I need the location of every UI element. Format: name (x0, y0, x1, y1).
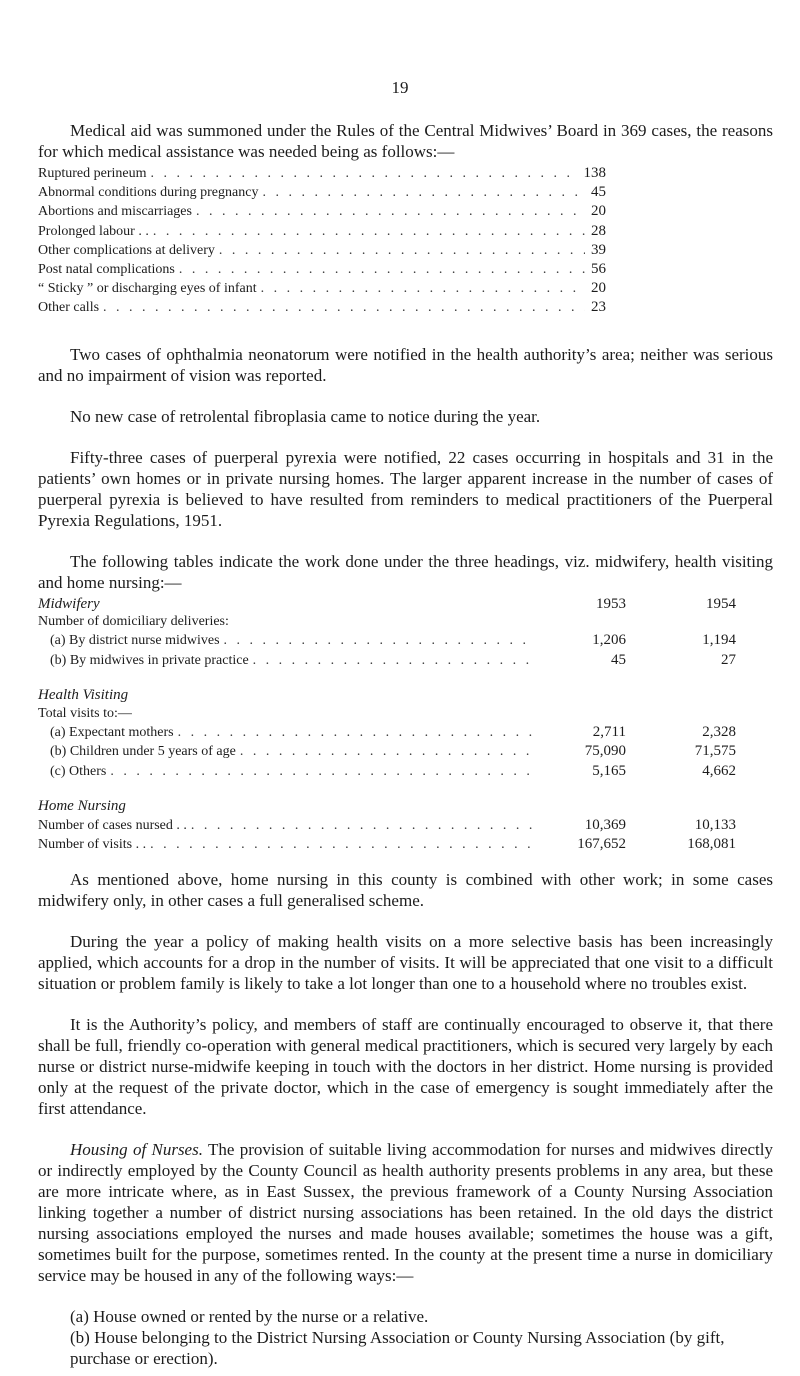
reason-value: 23 (591, 299, 606, 316)
value-1953: 5,165 (592, 762, 626, 779)
combined-text: As mentioned above, home nursing in this county is combined with other work; in some cases midwifery only, in other cases a full generalised scheme. (38, 869, 773, 910)
midwifery-title: Midwifery (38, 595, 100, 612)
home-nursing-title: Home Nursing (38, 798, 126, 815)
leader-dots (103, 299, 585, 317)
leader-dots (153, 223, 585, 241)
value-1954: 2,328 (702, 724, 736, 741)
midwifery-header-row (38, 595, 736, 613)
leader-dots (262, 184, 585, 202)
value-1954: 1,194 (702, 632, 736, 649)
value-1953: 75,090 (584, 743, 626, 760)
value-1953: 167,652 (577, 836, 626, 853)
health-visiting-title: Health Visiting (38, 687, 129, 704)
housing-text: The provision of suitable living accommodation for nurses and midwives directly or indirectly employed by the County Council as health authority presents problems in any area, but these are more intricate where, as in East Sussex, the previous framework of a County Nursing Association linking together a number of district nursing associations has been retained. In the old days the district nursing associations employed the nurses and made houses available; sometimes the house was a gift, sometimes built for the purpose, sometimes rented. In the county at the present time a nurse in domiciliary service may be housed in any of the following ways:— (38, 1139, 773, 1285)
housing-option-b (38, 1327, 773, 1369)
reason-label: “ Sticky ” or discharging eyes of infant (38, 281, 257, 297)
leader-dots (261, 280, 585, 298)
combined-paragraph (38, 869, 773, 911)
row-label: (c) Others (50, 763, 107, 779)
intro-text: Medical aid was summoned under the Rules of the Central Midwives’ Board in 369 cases, the reasons for which medical assistance was needed being as follows:— (38, 121, 773, 161)
intro-paragraph (38, 120, 773, 162)
option-marker: (a) (70, 1306, 89, 1326)
reason-row (38, 183, 606, 202)
pyrexia-text: Fifty-three cases of puerperal pyrexia were notified, 22 cases occurring in hospitals and 31 in the patients’ own homes or in private nursing homes. The larger apparent increase in the number of cases of puerperal pyrexia is believed to have resulted from reminders to medical practitioners of the Puerperal Pyrexia Regulations, 1951. (38, 447, 773, 530)
table-row (38, 631, 736, 650)
option-text: House owned or rented by the nurse or a relative. (93, 1306, 429, 1326)
table-row (38, 723, 736, 742)
reason-label: Prolonged labour . . (38, 223, 149, 239)
policy-paragraph (38, 931, 773, 994)
value-1954: 71,575 (694, 743, 736, 760)
row-label: (b) By midwives in private practice (50, 652, 249, 668)
midwifery-subtitle: Number of domiciliary deliveries: (38, 614, 229, 630)
reason-value: 20 (591, 203, 606, 220)
tables-intro-text: The following tables indicate the work done under the three headings, viz. midwifery, health visiting and home nursing:— (38, 551, 773, 592)
reason-value: 45 (591, 184, 606, 201)
reason-row (38, 260, 606, 279)
value-1954: 10,133 (694, 816, 736, 833)
retrolental-text: No new case of retrolental fibroplasia came to notice during the year. (70, 406, 541, 426)
leader-dots (253, 652, 534, 670)
reason-label: Other calls (38, 300, 100, 316)
year-1953-header: 1953 (596, 595, 626, 612)
tables-intro-paragraph (38, 551, 773, 593)
leader-dots (224, 632, 534, 650)
housing-heading: Housing of Nurses. (70, 1139, 203, 1159)
table-row (38, 835, 736, 854)
reason-row (38, 222, 606, 241)
value-1954: 168,081 (687, 836, 736, 853)
authority-paragraph (38, 1014, 773, 1119)
row-label: (a) By district nurse midwives (50, 633, 220, 649)
pyrexia-paragraph (38, 447, 773, 531)
reason-row (38, 279, 606, 298)
option-marker: (b) (70, 1327, 90, 1347)
leader-dots (179, 261, 585, 279)
page-content (38, 120, 773, 1369)
leader-dots (150, 836, 534, 854)
reason-label: Abortions and miscarriages (38, 204, 192, 220)
reason-row (38, 241, 606, 260)
reason-row (38, 202, 606, 221)
reason-label: Post natal complications (38, 262, 175, 278)
value-1953: 1,206 (592, 632, 626, 649)
reason-label: Other complications at delivery (38, 242, 215, 258)
row-label: Number of cases nursed . . (38, 817, 187, 833)
reason-value: 20 (591, 280, 606, 297)
retrolental-paragraph (38, 406, 773, 427)
table-row (38, 816, 736, 835)
page-number: 19 (391, 78, 409, 97)
ophthalmia-paragraph (38, 344, 773, 386)
reason-row (38, 164, 606, 183)
leader-dots (240, 743, 534, 761)
housing-option-a (38, 1306, 773, 1327)
value-1954: 4,662 (702, 762, 736, 779)
reason-value: 138 (583, 165, 606, 181)
housing-paragraph (38, 1139, 773, 1286)
value-1954: 27 (721, 651, 736, 668)
value-1953: 2,711 (592, 724, 626, 741)
reason-value: 39 (591, 241, 606, 258)
reason-label: Ruptured perineum (38, 166, 147, 181)
table-row (38, 742, 736, 761)
table-row (38, 762, 736, 781)
option-text: House belonging to the District Nursing Association or County Nursing Association (by gift, purchase or erection). (70, 1327, 725, 1368)
reason-value: 28 (591, 222, 606, 239)
policy-text: During the year a policy of making health visits on a more selective basis has been increasingly applied, which accounts for a drop in the number of visits. It will be appreciated that one visit to a difficult situation or problem family is likely to take a lot longer than one to a household where no troubles exist. (38, 931, 773, 993)
value-1953: 45 (611, 651, 626, 668)
table-row (38, 651, 736, 670)
leader-dots (191, 817, 534, 835)
row-label: Number of visits . . (38, 837, 147, 853)
health-visiting-subtitle: Total visits to:— (38, 705, 132, 721)
reasons-list (38, 164, 606, 318)
leader-dots (110, 763, 534, 781)
leader-dots (150, 165, 577, 183)
year-1954-header: 1954 (706, 595, 736, 612)
work-statistics-table (38, 595, 736, 855)
reason-row (38, 298, 606, 317)
authority-text: It is the Authority’s policy, and members of staff are continually encouraged to observe it, that there shall be full, friendly co-operation with general medical practitioners, which is secured very largely by each nurse or district nurse-midwife keeping in touch with the doctors in her district. Home nursing is provided only at the request of the private doctor, which in the case of emergency is sought immediately after the first attendance. (38, 1014, 773, 1118)
row-label: (a) Expectant mothers (50, 725, 174, 741)
ophthalmia-text: Two cases of ophthalmia neonatorum were notified in the health authority’s area; neither was serious and no impairment of vision was reported. (38, 344, 773, 385)
row-label: (b) Children under 5 years of age (50, 744, 236, 760)
value-1953: 10,369 (584, 816, 626, 833)
reason-value: 56 (591, 261, 606, 278)
leader-dots (178, 724, 534, 742)
leader-dots (196, 203, 585, 221)
reason-label: Abnormal conditions during pregnancy (38, 185, 259, 201)
leader-dots (219, 242, 585, 260)
